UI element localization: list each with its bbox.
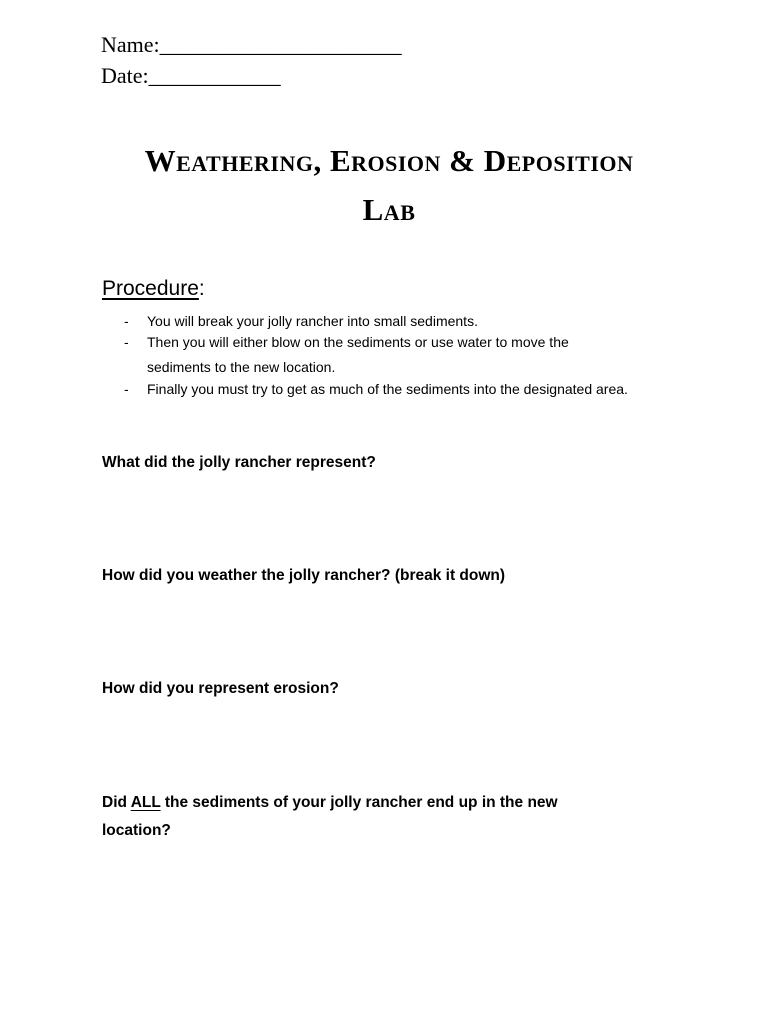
list-item-dash: -	[124, 381, 129, 397]
procedure-heading	[102, 276, 205, 302]
list-item: Then you will either blow on the sediments or use water to move the	[147, 334, 569, 350]
list-item: Finally you must try to get as much of the sediments into the designated area.	[147, 381, 628, 397]
question-2: How did you weather the jolly rancher? (break it down)	[102, 567, 506, 584]
date-line: Date:____________	[101, 63, 281, 88]
question-4-line2: location?	[102, 822, 171, 839]
question-4	[102, 793, 558, 813]
question-1: What did the jolly rancher represent?	[102, 454, 376, 471]
procedure-heading-label: Procedure	[102, 277, 199, 300]
procedure-heading-colon: :	[198, 277, 205, 300]
list-item-dash: -	[124, 313, 129, 329]
page-title: Weathering, Erosion & Deposition	[144, 143, 634, 178]
question-3: How did you represent erosion?	[102, 680, 339, 697]
question-4-rest: the sediments of your jolly rancher end up in the new	[160, 794, 558, 811]
name-line: Name:______________________	[101, 32, 402, 57]
question-4-prefix: Did	[102, 794, 131, 811]
list-item-dash: -	[124, 334, 129, 350]
question-4-emphasis: ALL	[130, 794, 161, 811]
list-item-continuation: sediments to the new location.	[147, 359, 336, 375]
page-title-line2: Lab	[362, 192, 416, 227]
list-item: You will break your jolly rancher into small sediments.	[147, 313, 478, 329]
